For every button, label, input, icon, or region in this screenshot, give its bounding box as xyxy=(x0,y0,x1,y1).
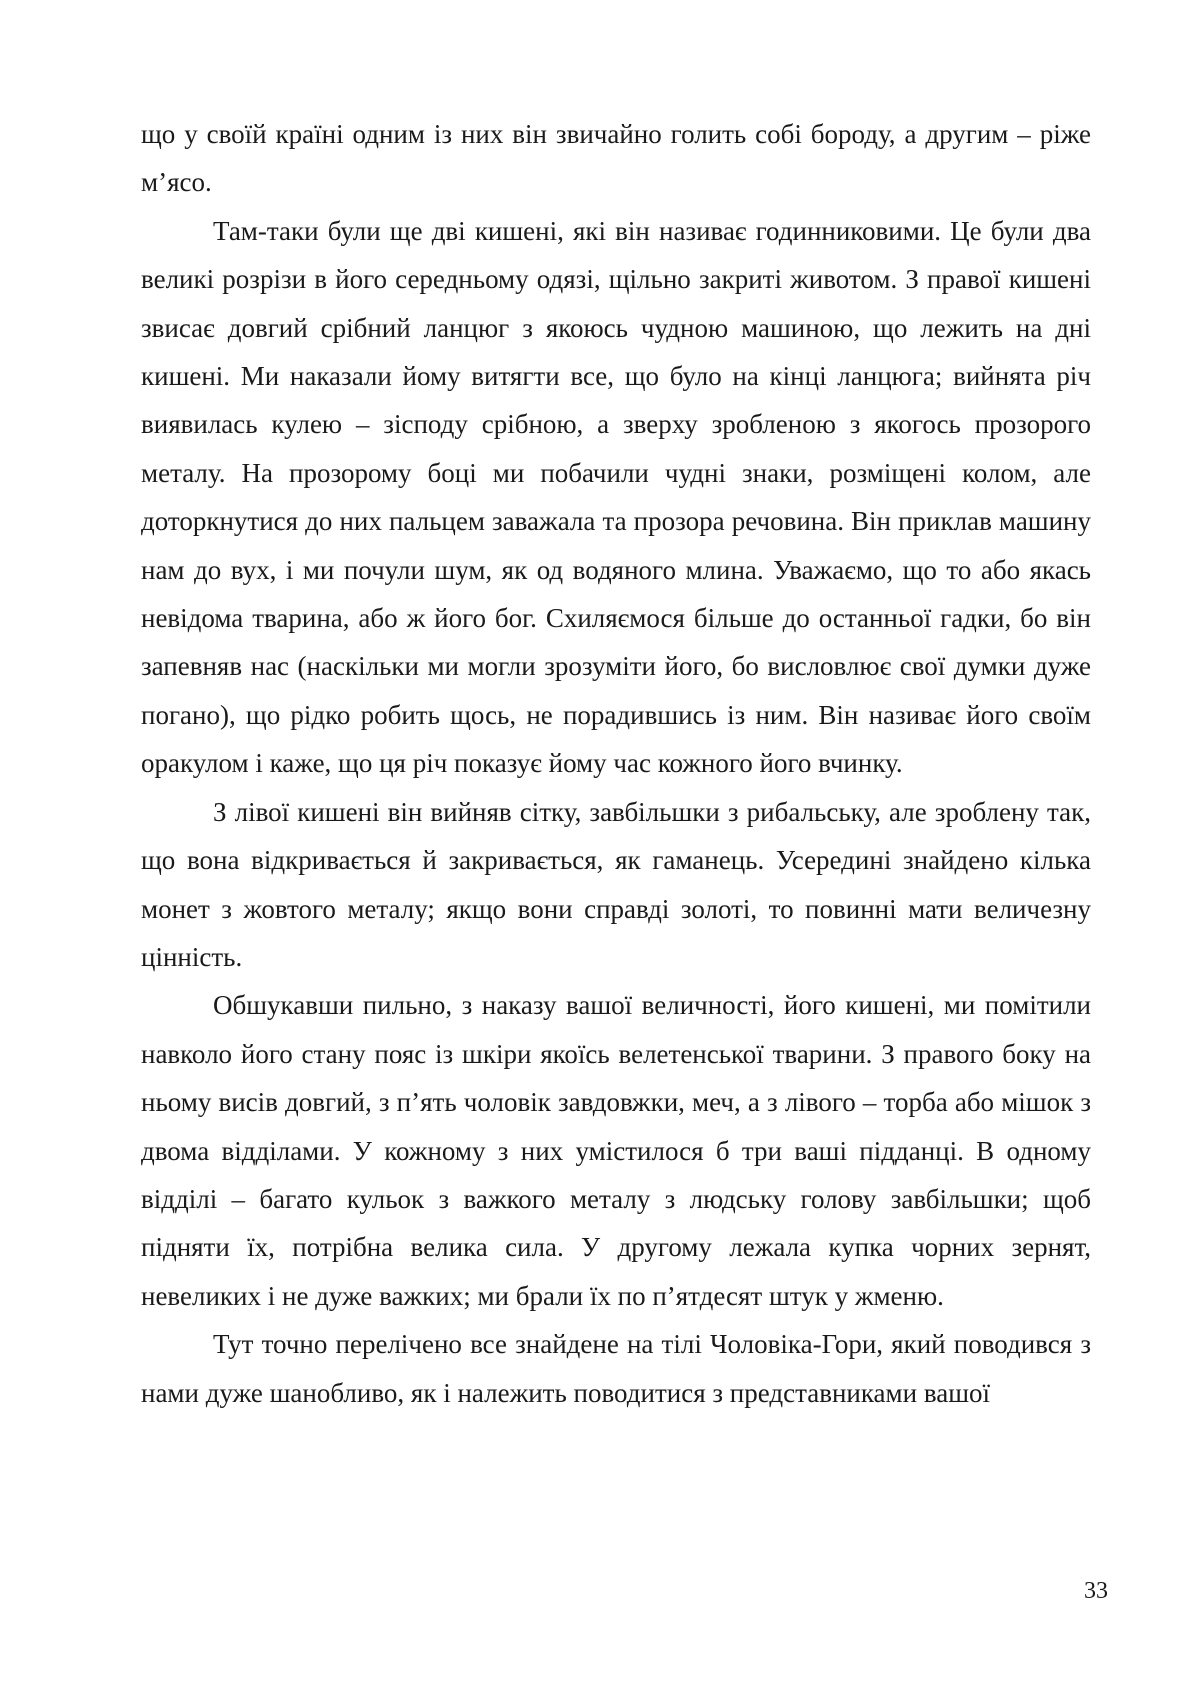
paragraph-1: що у своїй країні одним із них він звичайно голить собі бороду, а другим – ріже м’ясо. xyxy=(141,119,1091,198)
page-number: 33 xyxy=(1084,1578,1108,1604)
paragraph-3: З лівої кишені він вийняв сітку, завбільшки з рибальську, але зроблену так, що вона відкривається й закривається, як гаманець. Усередині знайдено кілька монет з жовтого металу; якщо вони справді золоті, то повинні мати величезну цінність. xyxy=(141,796,1091,972)
paragraph-2: Там-таки були ще дві кишені, які він називає годинниковими. Це були два великі розрізи в його середньому одязі, щільно закриті животом. З правої кишені звисає довгий срібний ланцюг з якоюсь чудною машиною, що лежить на дні кишені. Ми наказали йому витягти все, що було на кінці ланцюга; вийнята річ виявилась кулею – зісподу срібною, а зверху зробленою з якогось прозорого металу. На прозорому боці ми побачили чудні знаки, розміщені колом, але доторкнутися до них пальцем заважала та прозора речовина. Він приклав машину нам до вух, і ми почули шум, як од водяного млина. Уважаємо, що то або якась невідома тварина, або ж його бог. Схиляємося більше до останньої гадки, бо він запевняв нас (наскільки ми могли зрозуміти його, бо висловлює свої думки дуже погано), що рідко робить щось, не порадившись із ним. Він називає його своїм оракулом і каже, що ця річ показує йому час кожного його вчинку. xyxy=(141,215,1091,779)
paragraph-4: Обшукавши пильно, з наказу вашої величності, його кишені, ми помітили навколо його стану пояс із шкіри якоїсь велетенської тварини. З правого боку на ньому висів довгий, з п’ять чоловік завдовжки, меч, а з лівого – торба або мішок з двома відділами. У кожному з них умістилося б три ваші підданці. В одному відділі – багато кульок з важкого металу з людську голову завбільшки; щоб підняти їх, потрібна велика сила. У другому лежала купка чорних зернят, невеликих і не дуже важких; ми брали їх по п’ятдесят штук у жменю. xyxy=(141,990,1091,1311)
paragraph-5: Тут точно перелічено все знайдене на тілі Чоловіка-Гори, який поводився з нами дуже шанобливо, як і належить поводитися з представниками вашої xyxy=(141,1329,1091,1408)
body-text xyxy=(141,110,1091,1417)
